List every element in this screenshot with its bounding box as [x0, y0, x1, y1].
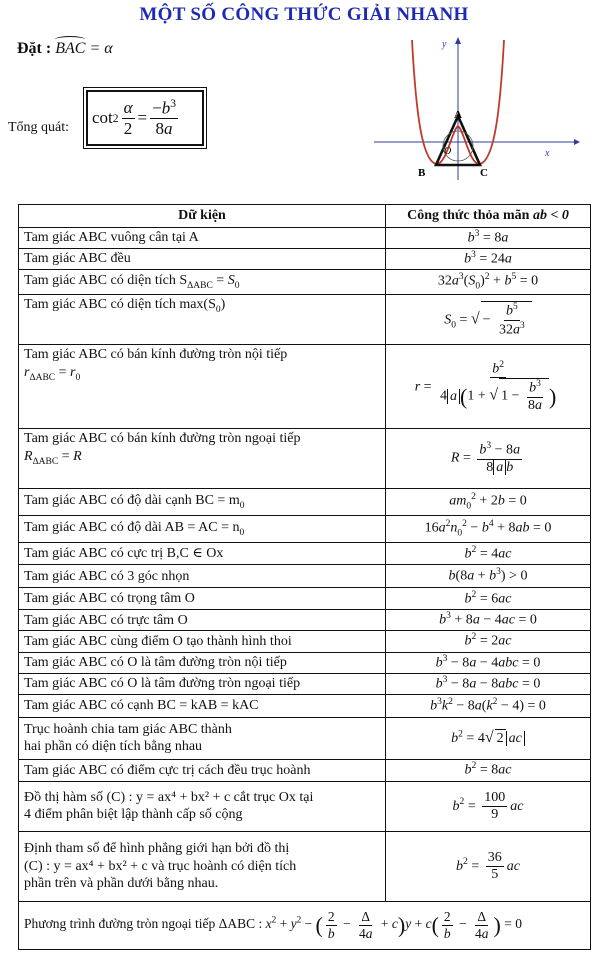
row-formula: $b^3 - 8a - 8abc = 0$	[386, 673, 591, 694]
row-condition: Tam giác ABC có trực tâm O	[19, 610, 386, 631]
row-condition: Tam giác ABC có cực trị B,C ∈ Ox	[19, 543, 386, 565]
row-formula: $b^2 = 8ac$	[386, 759, 591, 781]
row-condition: Tam giác ABC có bán kính đường tròn nội tiếp $r_{\Delta ABC} = r_0$	[19, 345, 386, 429]
row-condition: Tam giác ABC có 3 góc nhọn	[19, 565, 386, 588]
row-formula: $b^3 = 24a$	[386, 249, 591, 270]
row-formula: $b^3k^2 - 8a(k^2 - 4) = 0$	[386, 694, 591, 717]
table-row	[19, 489, 591, 516]
formula-table	[18, 204, 591, 950]
point-b-label: B	[418, 167, 426, 179]
header-data: Dữ kiện	[19, 205, 386, 228]
point-a-label: A	[454, 109, 462, 121]
row-formula: $b(8a + b^3) > 0$	[386, 565, 591, 588]
angle-bac: BAC	[55, 40, 86, 57]
table-row	[19, 429, 591, 489]
row-condition: Tam giác ABC có O là tâm đường tròn nội tiếp	[19, 652, 386, 673]
row-condition: Tam giác ABC có độ dài cạnh BC = $m_0$	[19, 489, 386, 516]
table-header	[19, 205, 591, 228]
row-condition: Tam giác ABC vuông cân tại A	[19, 228, 386, 249]
table-row	[19, 781, 591, 831]
table-row	[19, 717, 591, 759]
row-formula: $32a^3(S_0)^2 + b^5 = 0$	[386, 270, 591, 295]
table-row	[19, 249, 591, 270]
table-row	[19, 516, 591, 543]
row-condition: Tam giác ABC có cạnh BC = kAB = kAC	[19, 694, 386, 717]
row-condition: Trục hoành chia tam giác ABC thành hai phần có diện tích bằng nhau	[19, 717, 386, 759]
table-row	[19, 694, 591, 717]
definition-line	[17, 40, 113, 58]
function-graph	[370, 34, 582, 184]
dat-label: Đặt :	[17, 40, 52, 57]
row-formula: $b^3 - 8a - 4abc = 0$	[386, 652, 591, 673]
origin-label: O	[444, 146, 452, 157]
row-formula: $b^3 + 8a - 4ac = 0$	[386, 610, 591, 631]
row-formula: $b^3 = 8a$	[386, 228, 591, 249]
row-condition: Tam giác ABC đều	[19, 249, 386, 270]
row-condition: Định tham số để hình phẳng giới hạn bởi đồ thị (C) : y = ax⁴ + bx² + c và trục hoành có diện tích phần trên và phần dưới bằng nhau.	[19, 831, 386, 901]
table-row	[19, 673, 591, 694]
table-row	[19, 565, 591, 588]
row-formula: $b^2$ = $\frac{100}{9}$ ac	[386, 781, 591, 831]
x-axis-arrow	[574, 139, 580, 145]
table-row	[19, 588, 591, 610]
general-label: Tổng quát:	[8, 120, 70, 135]
table-row	[19, 270, 591, 295]
y-axis-arrow	[455, 37, 461, 44]
equals-alpha: = α	[89, 40, 113, 57]
row-condition: Tam giác ABC có bán kính đường tròn ngoại tiếp $R_{\Delta ABC} = R$	[19, 429, 386, 489]
table-row	[19, 345, 591, 429]
table-row	[19, 652, 591, 673]
table-row	[19, 543, 591, 565]
point-c-label: C	[480, 167, 488, 179]
row-condition: Tam giác ABC có điểm cực trị cách đều trục hoành	[19, 759, 386, 781]
x-axis-label: x	[545, 148, 550, 159]
row-condition: Tam giác ABC có diện tích $\max(S_0)$	[19, 295, 386, 345]
row-condition: Tam giác ABC có O là tâm đường tròn ngoại tiếp	[19, 673, 386, 694]
row-formula: $b^2 = 4√$ 2 ac	[386, 717, 591, 759]
row-formula: R = $\frac{b^3 - 8a}{\text{8 a b}}$	[386, 429, 591, 489]
table-row	[19, 631, 591, 652]
table-row	[19, 610, 591, 631]
row-formula: $am_0^2 + 2b = 0$	[386, 489, 591, 516]
y-axis-label: y	[442, 39, 447, 50]
row-formula: r = $b^2$ 4 a (1 + √ 1 − $\frac{b^3}{8a}$ )	[386, 345, 591, 429]
row-condition: Tam giác ABC có diện tích $S_{\Delta ABC} = S_0$	[19, 270, 386, 295]
row-condition: Tam giác ABC có độ dài AB = AC = $n_0$	[19, 516, 386, 543]
row-formula: $b^2 = 2ac$	[386, 631, 591, 652]
table-row	[19, 901, 591, 949]
row-formula: $b^2 = 4ac$	[386, 543, 591, 565]
row-condition: Tam giác ABC có trọng tâm O	[19, 588, 386, 610]
circle-equation-row: Phương trình đường tròn ngoại tiếp ΔABC : $x^2 + y^2$ − ( $\frac{2}{b}$ − $\frac{\Delta}{4a}$ + c)y + c( $\frac{2}{b}$ − $\frac{\Delta}{4a}$ ) = 0	[19, 901, 591, 949]
table-row	[19, 295, 591, 345]
table-row	[19, 831, 591, 901]
row-condition: Đồ thị hàm số (C) : y = ax⁴ + bx² + c cắt trục Ox tại 4 điểm phân biệt lập thành cấp số cộng	[19, 781, 386, 831]
row-condition: Tam giác ABC cùng điểm O tạo thành hình thoi	[19, 631, 386, 652]
page-title: MỘT SỐ CÔNG THỨC GIẢI NHANH	[139, 4, 469, 25]
row-formula: $b^2$ = $\frac{36}{5}$ ac	[386, 831, 591, 901]
general-formula-box: cot 2 $\frac{\alpha}{2}$ = $\frac{-b^3}{8a}$	[86, 90, 204, 146]
row-formula: $b^2 = 6ac$	[386, 588, 591, 610]
row-formula: $S_0$ = √ − $\frac{b^5}{32a^3}$	[386, 295, 591, 345]
table-row	[19, 759, 591, 781]
table-row	[19, 228, 591, 249]
header-formula: Công thức thỏa mãn ab < 0	[386, 205, 591, 228]
row-formula: $16a^2n_0^2 - b^4 + 8ab = 0$	[386, 516, 591, 543]
